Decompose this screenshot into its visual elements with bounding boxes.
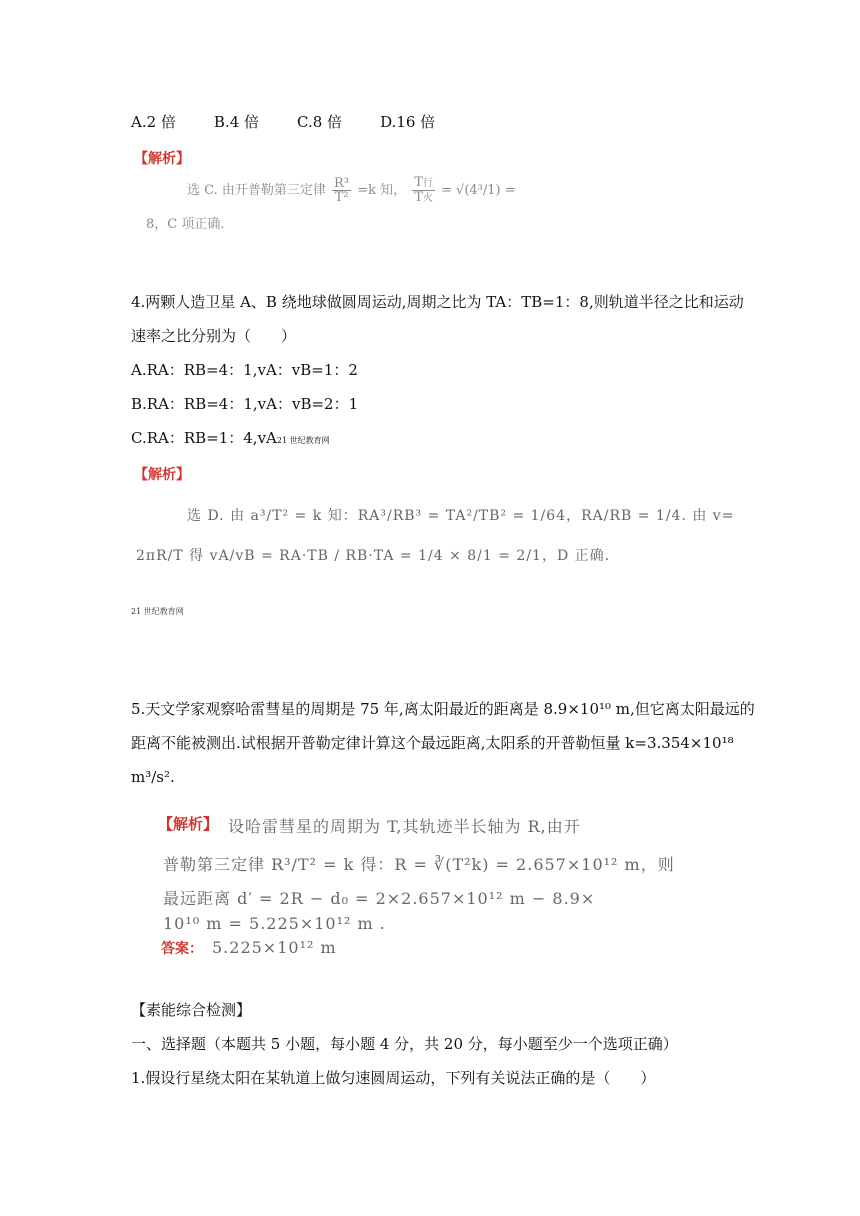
q4-solution-line1: 选 D. 由 a³/T² = k 知：RA³/RB³ = TA²/TB² = 1/64，RA/RB = 1/4. 由 v= — [187, 508, 735, 524]
q4-stem-line1: 4.两颗人造卫星 A、B 绕地球做圆周运动,周期之比为 TA：TB=1：8,则轨道半径之比和运动 — [131, 293, 744, 311]
q3-options — [131, 112, 435, 132]
section-q1: 1.假设行星绕太阳在某轨道上做匀速圆周运动，下列有关说法正确的是（ ） — [131, 1069, 656, 1087]
q4-watermark: 21 世纪教育网 — [131, 607, 184, 616]
q5-stem-line3: m³/s². — [131, 768, 175, 786]
q4-option-c: C.RA：RB=1：4,vA21 世纪教育网 — [131, 429, 330, 447]
q3-option-b: B.4 倍 — [213, 113, 260, 131]
q3-option-d: D.16 倍 — [380, 113, 436, 131]
q5-analysis-tag: 【解析】 — [158, 815, 219, 833]
q4-analysis-tag: 【解析】 — [134, 467, 190, 483]
section-title: 【素能综合检测】 — [131, 1001, 252, 1019]
q5-solution-line3: 最远距离 d′ = 2R − d₀ = 2×2.657×10¹² m − 8.9× — [163, 889, 596, 908]
q3-solution-line1: 选 C. 由开普勒第三定律 $\frac{\text{R³}}{\text{T²}}$ =k 知， $\frac{\text{T行}}{\text{T火}}$ = √(4³/1) = — [187, 175, 516, 205]
q5-solution-line1: 设哈雷彗星的周期为 T,其轨迹半长轴为 R,由开 — [228, 817, 581, 836]
q4-stem-line2: 速率之比分别为（ ） — [131, 327, 297, 345]
section-part1: 一、选择题（本题共 5 小题，每小题 4 分，共 20 分，每小题至少一个选项正确） — [131, 1035, 678, 1053]
q3-solution-line2: 8，C 项正确. — [146, 217, 225, 232]
q5-solution-line4: 10¹⁰ m = 5.225×10¹² m . — [163, 914, 386, 933]
q5-answer: 5.225×10¹² m — [212, 938, 337, 957]
q4-solution-line2: 2πR/T 得 vA/vB = RA·TB / RB·TA = 1/4 × 8/1 = 2/1，D 正确. — [136, 548, 611, 564]
q4-option-c-watermark: 21 世纪教育网 — [276, 436, 330, 445]
q3-option-a: A.2 倍 — [131, 113, 176, 131]
q3-option-c: C.8 倍 — [297, 113, 343, 131]
q5-solution-line2: 普勒第三定律 R³/T² = k 得：R = ∛(T²k) = 2.657×10¹² m，则 — [163, 855, 675, 874]
q5-stem-line2: 距离不能被测出.试根据开普勒定律计算这个最远距离,太阳系的开普勒恒量 k=3.354×10¹⁸ — [131, 734, 734, 752]
q5-answer-tag: 答案： — [161, 941, 203, 957]
q4-option-b: B.RA：RB=4：1,vA：vB=2：1 — [131, 395, 359, 413]
q4-option-a: A.RA：RB=4：1,vA：vB=1：2 — [131, 361, 358, 379]
q3-analysis-tag: 【解析】 — [134, 151, 190, 167]
q5-stem-line1: 5.天文学家观察哈雷彗星的周期是 75 年,离太阳最近的距离是 8.9×10¹⁰ m,但它离太阳最远的 — [131, 700, 755, 718]
